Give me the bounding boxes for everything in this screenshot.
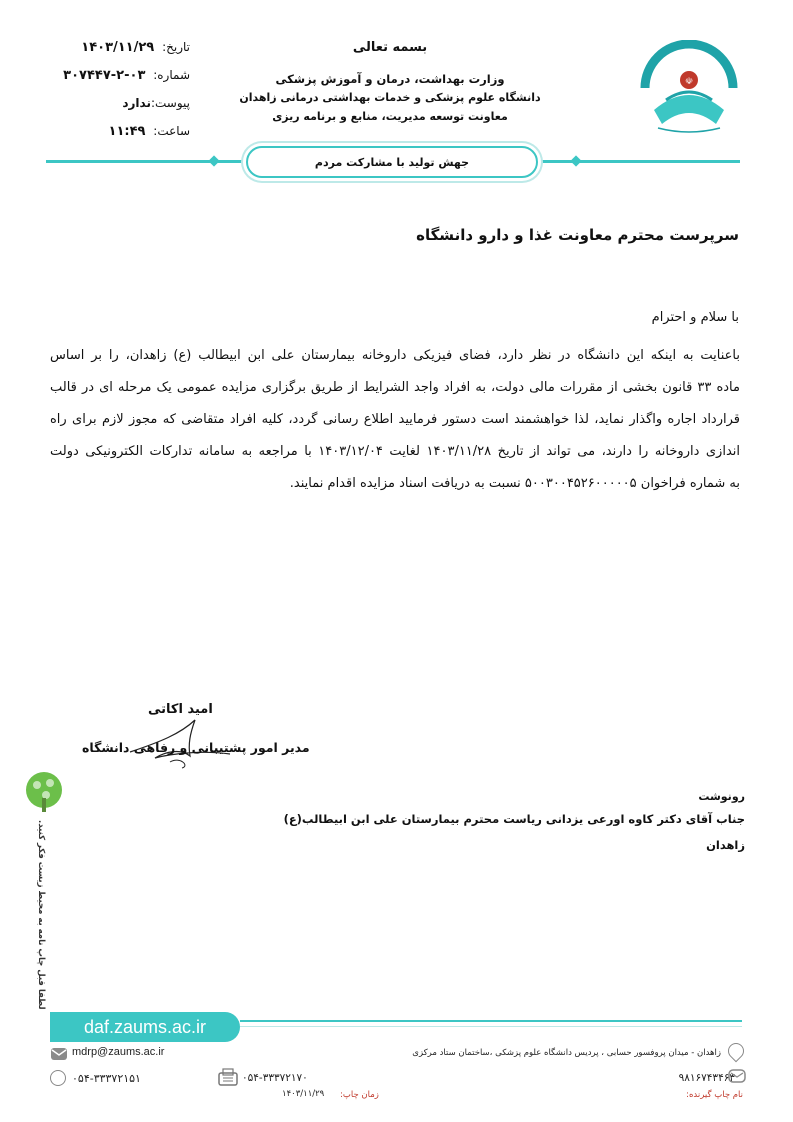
print-time-value: ۱۴۰۳/۱۱/۲۹: [282, 1089, 325, 1099]
body-line: قرارداد اجاره واگذار نماید، لذا خواهشمند است دستور فرمایید اطلاع رسانی گردد، کلیه افراد متقاضی که مجوز لازم برای راه: [50, 412, 740, 427]
email-icon: [50, 1046, 68, 1060]
divider-ornament-right: [570, 155, 581, 166]
letter-body: [50, 340, 740, 500]
postal-code: ۹۸۱۶۷۴۳۴۶۳: [678, 1072, 735, 1084]
attachment-value: ندارد: [122, 96, 151, 110]
postal-address: زاهدان - میدان پروفسور حسابی ، پردیس دانشگاه علوم پزشکی ،ساختمان ستاد مرکزی: [412, 1048, 721, 1058]
bismillah: بسمه تعالی: [352, 40, 428, 55]
body-line: باعنایت به اینکه این دانشگاه در نظر دارد، فضای فیزیکی داروخانه بیمارستان علی ابن ابیطالب (ع) زاهدان، را بر اساس: [50, 348, 740, 363]
date-label: تاریخ:: [162, 40, 190, 54]
tree-icon: [24, 770, 64, 818]
body-line: اندازی داروخانه را دارند، می تواند از تاریخ ۱۴۰۳/۱۱/۲۸ لغایت ۱۴۰۳/۱۲/۰۴ با مراجعه به سامانه تدارکات الکترونیکی دولت: [50, 444, 740, 459]
phone-icon: [50, 1070, 66, 1086]
mail-icon: [728, 1068, 746, 1084]
deputy-name: معاونت توسعه مدیریت، منابع و برنامه ریزی: [272, 110, 508, 123]
print-recipient-label: نام چاپ گیرنده:: [686, 1090, 743, 1100]
number-value: ۰۳-۲-۳۰۷۴۴۷: [63, 68, 146, 83]
fax-number: ۰۵۴-۳۳۳۷۲۱۷۰: [242, 1072, 308, 1084]
ministry-name: وزارت بهداشت، درمان و آموزش پزشکی: [275, 72, 505, 86]
divider-ornament-left: [208, 155, 219, 166]
cc-line-1: جناب آقای دکتر کاوه اورعی یزدانی ریاست محترم بیمارستان علی ابن ابیطالب(ع): [283, 812, 745, 826]
svg-text:☫: ☫: [684, 77, 694, 87]
signer-title: مدیر امور پشتیبانی و رفاهی دانشگاه: [82, 740, 310, 755]
attachment-label: پیوست:: [150, 96, 190, 110]
signer-name: امید اکاتی: [148, 702, 213, 717]
cc-line-2: زاهدان: [706, 838, 745, 852]
eco-note: لطفا قبل چاپ نامه به محیط زیست فکر کنید.: [36, 820, 46, 1010]
time-value: ۱۱:۴۹: [108, 124, 146, 139]
time-label: ساعت:: [153, 124, 190, 138]
date-row: [78, 40, 190, 55]
recipient-title: سرپرست محترم معاونت غذا و دارو دانشگاه: [416, 226, 739, 244]
print-time-label: زمان چاپ:: [340, 1090, 379, 1100]
body-line: به شماره فراخوان ۵۰۰۳۰۰۴۵۲۶۰۰۰۰۰۵ نسبت به دریافت اسناد مزایده اقدام نمایند.: [289, 476, 740, 491]
slogan-banner: [246, 146, 538, 178]
date-value: ۱۴۰۳/۱۱/۲۹: [81, 40, 155, 55]
number-row: [52, 68, 190, 83]
number-label: شماره:: [153, 68, 190, 82]
phone-number: ۰۵۴-۳۳۳۷۲۱۵۱: [72, 1072, 141, 1085]
footer-divider-2: [240, 1026, 742, 1027]
university-logo: [636, 40, 742, 136]
attachment-row: [110, 96, 190, 110]
slogan-text: جهش تولید با مشارکت مردم: [314, 155, 470, 169]
body-line: ماده ۳۳ قانون بخشی از مقررات مالی دولت، به افراد واجد الشرایط از طریق برگزاری مزایده عمومی یک مرحله ای در قالب: [50, 380, 740, 395]
fax-icon: [218, 1068, 238, 1086]
university-name: دانشگاه علوم پزشکی و خدمات بهداشتی درمانی زاهدان: [239, 91, 541, 104]
cc-heading: رونوشت: [698, 790, 745, 803]
email-address[interactable]: mdrp@zaums.ac.ir: [72, 1046, 165, 1058]
footer-divider: [240, 1020, 742, 1022]
time-row: [108, 124, 190, 139]
website-badge[interactable]: [50, 1012, 240, 1042]
greeting: با سلام و احترام: [651, 310, 739, 325]
location-icon: [725, 1040, 748, 1063]
website-link[interactable]: daf.zaums.ac.ir: [83, 1016, 207, 1037]
header-divider-right: [538, 160, 740, 163]
